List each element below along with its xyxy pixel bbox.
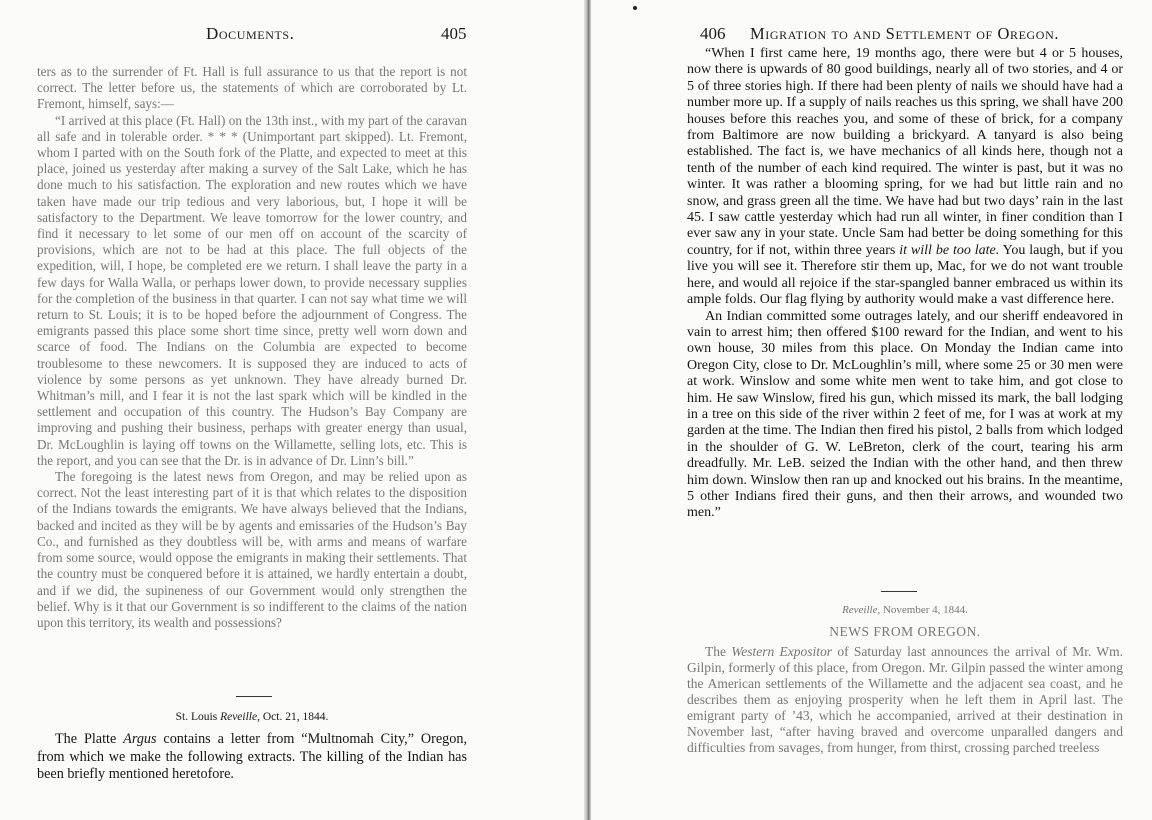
right-paragraph-1: “When I first came here, 19 months ago, there were but 4 or 5 houses, now there is upwards of 80 good buildings, nearly all of two stories, and 4 or 5 of three stories high. If there had been plenty of nails we should have had a number more up. If a supply of nails reaches us this spring, we shall have 200 houses before this reaches you, and some of these of brick, for a company from Baltimore are now building a brickyard. A tanyard is also being established. The fact is, we have mechanics of all kinds here, though not a tenth of the number of each kind required. The winter is past, but it was no winter. It was rather a blooming spring, for we had but little rain and no snow, and grass green all the time. We have had but two days’ rain in the last 45. I saw cattle yesterday which had run all winter, in finer condition than I ever saw any in your state. Uncle Sam had better be doing something for this country, for if not, within three years it will be too late. You laugh, but if you live you will see it. Therefore stir them up, Mac, for we do not want trouble here, and would all rejoice if the star-spangled banner embraced us within its ample folds. Our flag flying by authority would make a vast difference here. — [687, 46, 1124, 308]
right-source-newspaper: Reveille — [842, 604, 878, 616]
left-page-number: 405 — [441, 24, 467, 43]
right-running-header: Migration to and Settlement of Oregon. — [750, 24, 1060, 43]
source-newspaper: Reveille — [220, 711, 258, 723]
left-body-text — [37, 64, 467, 631]
right-paragraph-2: An Indian committed some outrages lately, and our sheriff endeavored in vain to arrest him; then offered $100 reward for the Indian, and went to his own house, 30 miles from this place. On Monday the Indian came into Oregon City, close to Dr. McLoughlin’s mill, where some 25 or 30 men were at work. Winslow and some white men went to take him, and got close to him. He saw Winslow, fired his gun, which missed its mark, the ball lodging in a tree on this side of the river within 2 feet of me, for I was at work at my garden at the time. The Indian then fired his pistol, 2 balls from which lodged in the shoulder of G. W. LeBreton, clerk of the court, tearing his arm dreadfully. Mr. LeB. seized the Indian with the other hand, and then threw him down. Winslow then ran up and knocked out his brains. In the meantime, 5 other Indians fired their guns, and then their arrows, and wounded two men.” — [687, 308, 1123, 521]
left-paragraph-1: ters as to the surrender of Ft. Hall is full assurance to us that the report is not correct. The letter before us, the statements of which are corroborated by Lt. Fremont, himself, says:— — [37, 64, 467, 112]
right-page — [591, 0, 1152, 820]
intro-newspaper: Argus — [123, 731, 157, 747]
right-paragraph-3: The Western Expositor of Saturday last announces the arrival of Mr. Wm. Gilpin, formerly of this place, from Oregon. Mr. Gilpin passed the winter among the American settlements of the Willamette and the adjacent sea coast, and he describes them as enjoying prosperity when he left them in April last. The emigrant party of ’43, which he accompanied, arrived at their destination in November last, “after having braved and overcome unparalled dangers and difficulties from savages, from hunger, from thirst, crossing parched treeless — [687, 644, 1123, 755]
right-source-line — [687, 604, 1123, 616]
left-paragraph-2: “I arrived at this place (Ft. Hall) on the 13th inst., with my part of the caravan all safe and in tolerable order. * * * (Unimportant part skipped). Lt. Fremont, whom I parted with on the South fork of the Platte, and expected to meet at this place, joined us yesterday after making a survey of the Salt Lake, which he has done much to his satisfaction. The exploration and new routes which we have taken have made our trip tedious and very laborious, but, I hope it will be satisfactory to the Department. We leave tomorrow for the lower country, and find it necessary to let some of our men off on account of the scarcity of provisions, which are not to be had at this place. The full objects of the expedition, will, I hope, be completed ere we return. I shall leave the party in a few days for Walla Walla, or perhaps lower down, to provide necessary supplies for the completion of the business in that quarter. I can not say what time we will return to St. Louis; it is to be hoped before the adjournment of Congress. The emigrants passed this place some short time since, pretty well worn down and scarce of food. The Indians on the Columbia are expected to become troublesome to these newcomers. It is supposed they are induced to acts of violence by some persons as yet unknown. They have already burned Dr. Whitman’s mill, and I fear it is not the last spark which will be kindled in the settlement and occupation of this country. The Hudson’s Bay Company are improving and pushing their business, perhaps with greater energy than usual, Dr. McLoughlin is laying off towns on the Willamette, selling lots, etc. This is the report, and you can see that the Dr. is in advance of Dr. Linn’s bill.” — [37, 112, 467, 468]
left-running-header: Documents. — [206, 24, 295, 43]
left-source-line — [37, 711, 467, 723]
right-source-date: , November 4, 1844. — [877, 604, 968, 616]
intro-text-end: contains a letter from “Multnomah City,” Oregon, from which we make the following extracts. The killing of the Indian has been briefly mentioned heretofore. — [37, 731, 468, 783]
left-section-rule — [236, 696, 272, 697]
source-date: , Oct. 21, 1844. — [257, 711, 329, 723]
news-heading: NEWS FROM OREGON. — [829, 624, 981, 639]
print-speck — [633, 6, 637, 10]
right-news-text — [687, 644, 1123, 756]
right-body-text — [687, 46, 1123, 522]
right-section-rule — [881, 591, 917, 592]
left-paragraph-3: The foregoing is the latest news from Oregon, and may be relied upon as correct. Not the least interesting part of it is that which relates to the disposition of the Indians towards the emigrants. We have always believed that the Indians, backed and incited as they will be by agents and emissaries of the Hudson’s Bay Co., and furnished as they doubtless will be, with arms and means of warfare from some source, would oppose the emigrants in making their settlements. That the country must be conquered before it is attained, we hardly entertain a doubt, and if we did, the supineness of our Government would only strengthen the belief. Why is it that our Government is so indifferent to the claims of the nation upon this territory, its wealth and possessions? — [37, 469, 467, 630]
source-prefix: St. Louis — [175, 711, 221, 723]
intro-text-start: The Platte — [55, 731, 124, 747]
left-intro-paragraph — [37, 731, 467, 784]
right-page-number: 406 — [700, 24, 726, 43]
